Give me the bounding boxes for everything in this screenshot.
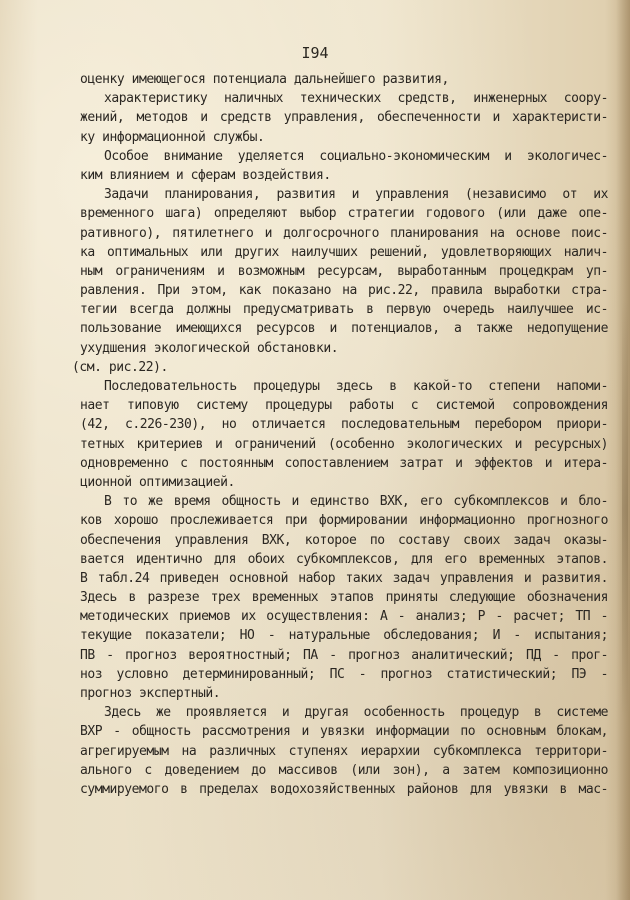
text-line: ПВ - прогноз вероятностный; ПА - прогноз аналитический; ПД - прог- bbox=[80, 647, 608, 663]
text-line: ку информационной службы. bbox=[80, 129, 265, 145]
text-line: методических приемов их осуществления: А - анализ; Р - расчет; ТП - bbox=[80, 609, 608, 625]
text-line: тетных критериев и ограничений (особенно экологических и ресурсных) bbox=[80, 436, 608, 452]
page-number: I94 bbox=[301, 44, 329, 62]
text-line: равления. При этом, как показано на рис.22, правила выработки стра- bbox=[80, 283, 608, 299]
text-line: прогноз экспертный. bbox=[80, 686, 221, 701]
text-line: вается идентично для обоих субкомплексов, для его временных этапов. bbox=[80, 551, 608, 567]
text-line: (см. рис.22). bbox=[72, 359, 168, 375]
text-line: обеспечения управления ВХК, которое по составу своих задач оказы- bbox=[80, 532, 608, 548]
text-line: ционной оптимизацией. bbox=[80, 474, 235, 490]
text-line: (42, с.226-230), но отличается последовательным перебором приори- bbox=[80, 417, 608, 433]
text-line: Особое внимание уделяется социально-экономическим и экологичес- bbox=[104, 148, 608, 164]
text-line: ративного), пятилетнего и долгосрочного планирования на основе поис- bbox=[80, 225, 608, 241]
text-line: суммируемого в пределах водохозяйственных районов для увязки в мас- bbox=[80, 781, 608, 797]
text-line: ков хорошо прослеживается при формировании информационно прогнозного bbox=[80, 513, 608, 529]
text-line: ального с доведением до массивов (или зон), а затем композиционно bbox=[80, 762, 608, 778]
text-line: агрегируемым на различных ступенях иерархии субкомплекса территори- bbox=[80, 743, 608, 759]
text-line: пользование имеющихся ресурсов и потенциалов, а также недопущение bbox=[80, 321, 608, 337]
text-line: ным ограничениям и возможным ресурсам, выработанным процедкрам уп- bbox=[80, 263, 608, 279]
text-body bbox=[72, 70, 608, 799]
text-line: В табл.24 приведен основной набор таких задач управления и развития. bbox=[80, 570, 608, 586]
text-line: Последовательность процедуры здесь в какой-то степени напоми- bbox=[104, 379, 608, 394]
text-line: ноз условно детерминированный; ПС - прогноз статистический; ПЭ - bbox=[80, 666, 608, 682]
text-line: ухудшения экологической обстановки. bbox=[80, 340, 339, 356]
text-line: Задачи планирования, развития и управления (независимо от их bbox=[104, 187, 608, 203]
text-line: Здесь в разрезе трех временных этапов приняты следующие обозначения bbox=[80, 590, 608, 606]
text-line: Здесь же проявляется и другая особенность процедур в системе bbox=[104, 705, 608, 721]
text-line: тегии всегда должны предусматривать в первую очередь наилучшее ис- bbox=[80, 302, 608, 318]
text-line: текущие показатели; НО - натуральные обследования; И - испытания; bbox=[80, 628, 608, 644]
text-line: временного шага) определяют выбор стратегии годового (или даже опе- bbox=[80, 206, 608, 222]
text-line: В то же время общность и единство ВХК, его субкомплексов и бло- bbox=[104, 494, 608, 510]
text-line: ка оптимальных или других наилучших решений, удовлетворяющих налич- bbox=[80, 244, 608, 260]
text-line: оценку имеющегося потенциала дальнейшего развития, bbox=[80, 72, 449, 87]
text-line: ким влиянием и сферам воздействия. bbox=[80, 167, 331, 183]
text-line: одновременно с постоянным сопоставлением затрат и эффектов и итера- bbox=[80, 455, 608, 471]
text-line: жений, методов и средств управления, обеспеченности и характеристи- bbox=[80, 110, 608, 126]
paper-stain bbox=[622, 300, 628, 720]
text-line: нает типовую систему процедуры работы с системой сопровождения bbox=[80, 398, 608, 414]
text-line: характеристику наличных технических средств, инженерных соору- bbox=[104, 91, 608, 107]
text-line: ВХР - общность рассмотрения и увязки информации по основным блокам, bbox=[80, 724, 608, 740]
